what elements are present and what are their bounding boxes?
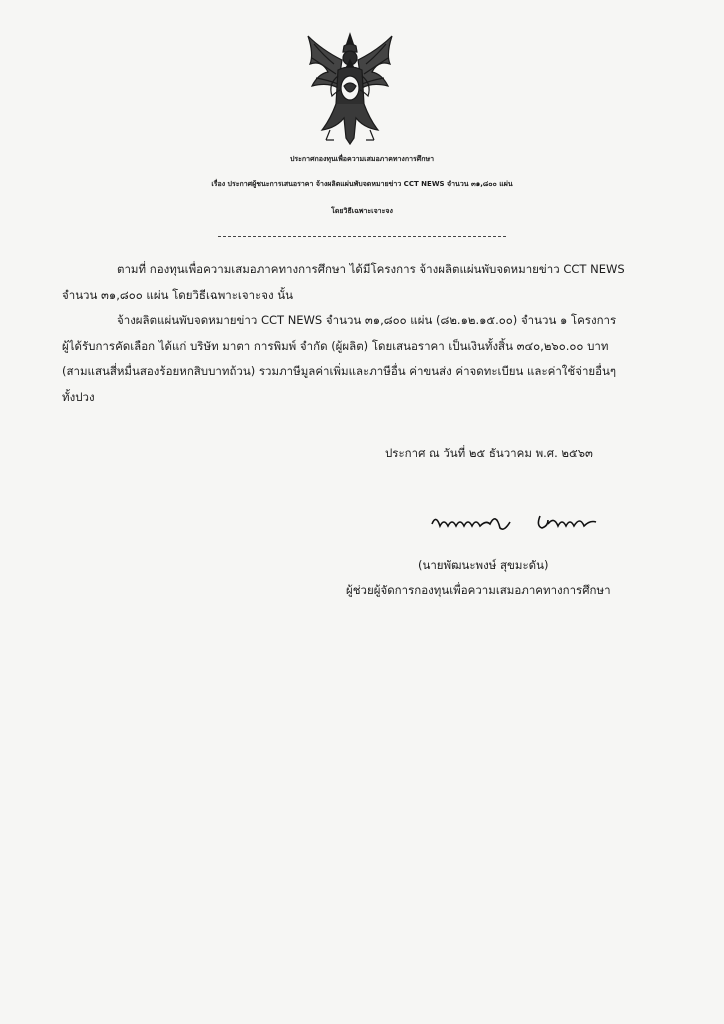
para2-line1: จ้างผลิตแผ่นพับจดหมายข่าว CCT NEWS จำนวน ๓๑,๘๐๐ แผ่น (๘๒.๑๒.๑๕.๐๐) จำนวน ๑ โครงการ (117, 313, 617, 327)
signer-name: (นายพัฒนะพงษ์ สุขมะดัน) (418, 558, 549, 572)
para1-line2: จำนวน ๓๑,๘๐๐ แผ่น โดยวิธีเฉพาะเจาะจง นั้น (62, 288, 293, 302)
para2-line4: ทั้งปวง (62, 390, 95, 404)
agency-title: ประกาศกองทุนเพื่อความเสมอภาคทางการศึกษา (289, 155, 435, 163)
signer-position: ผู้ช่วยผู้จัดการกองทุนเพื่อความเสมอภาคทางการศึกษา (346, 583, 611, 597)
signature-icon (430, 510, 610, 536)
method-line: โดยวิธีเฉพาะเจาะจง (331, 207, 393, 215)
divider (218, 236, 506, 237)
para2-line2: ผู้ได้รับการคัดเลือก ได้แก่ บริษัท มาตา การพิมพ์ จำกัด (ผู้ผลิต) โดยเสนอราคา เป็นเงินทั้งสิ้น ๓๔๐,๒๖๐.๐๐ บาท (62, 339, 609, 353)
para1-line1: ตามที่ กองทุนเพื่อความเสมอภาคทางการศึกษา ได้มีโครงการ จ้างผลิตแผ่นพับจดหมายข่าว CCT NEWS (117, 262, 625, 276)
garuda-emblem-icon (300, 30, 400, 148)
announce-date: ประกาศ ณ วันที่ ๒๕ ธันวาคม พ.ศ. ๒๕๖๓ (385, 446, 593, 460)
subject-line: เรื่อง ประกาศผู้ชนะการเสนอราคา จ้างผลิตแผ่นพับจดหมายข่าว CCT NEWS จำนวน ๓๑,๘๐๐ แผ่น (211, 180, 513, 188)
para2-line3: (สามแสนสี่หมื่นสองร้อยหกสิบบาทถ้วน) รวมภาษีมูลค่าเพิ่มและภาษีอื่น ค่าขนส่ง ค่าจดทะเบียน และค่าใช้จ่ายอื่นๆ (62, 364, 617, 378)
